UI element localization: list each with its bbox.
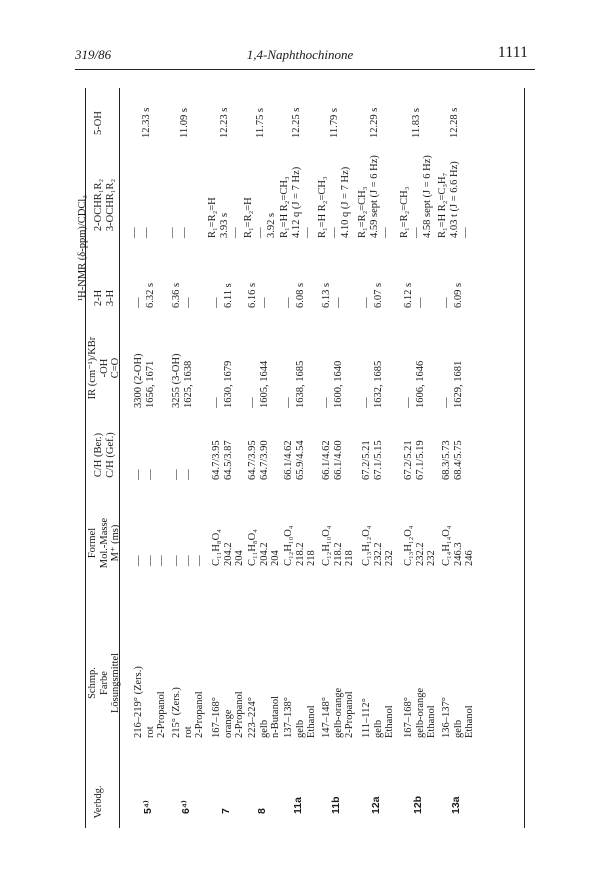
cell-schmp bbox=[211, 691, 246, 738]
cell-ir-line: 3300 (2-OH) bbox=[133, 353, 144, 408]
cell-nmr-h-line: 6.12 s bbox=[403, 282, 414, 308]
cell-schmp-line: 167–168° bbox=[403, 697, 414, 738]
cell-formel bbox=[171, 556, 206, 567]
cell-formel-line: — bbox=[133, 555, 144, 566]
cell-schmp-line: 2-Propanol bbox=[344, 691, 355, 738]
cell-5oh: 12.28 s bbox=[449, 107, 460, 138]
cell-nmr-or bbox=[243, 197, 278, 238]
cell-formel-line: C₁₁H₈O₄ bbox=[211, 529, 222, 566]
cell-nmr-h bbox=[171, 283, 194, 308]
cell-ch bbox=[133, 470, 156, 481]
cell-schmp-line: n-Butanol bbox=[270, 696, 281, 738]
cell-schmp-line: rot bbox=[182, 726, 194, 738]
cell-nmr-or-line: — bbox=[129, 227, 140, 238]
col-nmr-or: 2-OCHR₁R₂ 3-OCHR₁R₂ bbox=[93, 178, 116, 232]
cell-nmr-h-line: — bbox=[361, 297, 372, 308]
cell-ch bbox=[171, 470, 194, 481]
cell-nmr-or-line: — bbox=[460, 227, 471, 238]
cell-nmr-or bbox=[399, 155, 434, 238]
cell-ch bbox=[211, 440, 234, 480]
cell-ir bbox=[283, 361, 306, 408]
cell-schmp-line: gelb-orange bbox=[414, 687, 426, 738]
cell-formel-line: 204 bbox=[270, 550, 281, 566]
cell-ir bbox=[361, 361, 384, 408]
cell-ch-line: 67.1/5.19 bbox=[414, 440, 426, 480]
cell-formel-line: C₁₄H₁₄O₄ bbox=[441, 525, 452, 566]
cell-nmr-or bbox=[317, 167, 352, 238]
cell-formel-line: 218 bbox=[306, 550, 317, 566]
cell-schmp-line: gelb bbox=[294, 719, 306, 738]
cell-ch-line: 67.2/5.21 bbox=[403, 440, 414, 480]
cell-ch-line: — bbox=[133, 469, 144, 480]
cell-5oh: 11.75 s bbox=[255, 108, 266, 138]
cell-ch-line: 66.1/4.62 bbox=[321, 440, 332, 480]
cell-nmr-h-line: 6.13 s bbox=[321, 282, 332, 308]
cell-formel-line: C₁₁H₈O₄ bbox=[247, 529, 258, 566]
cell-nmr-or bbox=[167, 228, 190, 239]
cell-nmr-h-line: — bbox=[258, 297, 270, 308]
cell-schmp-line: 223–224° bbox=[247, 697, 258, 738]
cell-ch bbox=[283, 440, 306, 480]
cell-formel-line: 204.2 bbox=[258, 542, 270, 566]
cell-nmr-h-line: — bbox=[133, 297, 144, 308]
col-5oh: 5-OH bbox=[93, 111, 104, 135]
cell-nmr-or-line: R₁=R₂=H bbox=[243, 197, 254, 238]
cell-5oh: 11.83 s bbox=[411, 108, 422, 138]
cell-ir-line: — bbox=[283, 397, 294, 408]
cell-nmr-or-line: — bbox=[328, 227, 340, 238]
cell-5oh: 12.23 s bbox=[219, 107, 230, 138]
cell-formel-line: — bbox=[156, 555, 167, 566]
cell-schmp-line: 216–219° (Zers.) bbox=[133, 666, 144, 738]
cell-ir-line: 1638, 1685 bbox=[294, 360, 306, 408]
cell-formel-line: C₁₃H₁₂O₄ bbox=[361, 525, 372, 566]
cell-nmr-or-line: 3.93 s bbox=[218, 212, 230, 238]
cell-schmp bbox=[321, 688, 356, 738]
cell-nmr-h-line: 6.09 s bbox=[452, 282, 464, 308]
cell-schmp bbox=[171, 687, 206, 738]
cell-formel bbox=[247, 529, 282, 566]
cell-formel bbox=[361, 526, 396, 566]
cell-nmr-h-line: — bbox=[211, 297, 222, 308]
cell-formel bbox=[133, 556, 168, 567]
cell-formel-line: 218.2 bbox=[294, 542, 306, 566]
cell-nmr-or-line: — bbox=[380, 227, 391, 238]
cell-formel bbox=[441, 526, 476, 566]
cell-schmp-line: 2-Propanol bbox=[234, 691, 245, 738]
cell-schmp-line: 147–148° bbox=[321, 697, 332, 738]
cell-ch bbox=[361, 440, 384, 480]
cell-schmp bbox=[133, 666, 168, 738]
cell-nmr-h-line: 6.36 s bbox=[171, 282, 182, 308]
cell-ch-line: 64.7/3.95 bbox=[211, 440, 222, 480]
cell-nmr-h bbox=[403, 283, 426, 308]
cell-ch-line: — bbox=[171, 469, 182, 480]
compound-id: 12b bbox=[412, 795, 424, 814]
cell-nmr-h-line: 6.11 s bbox=[222, 283, 234, 308]
col-schmp: Schmp. Farbe Lösungsmittel bbox=[87, 652, 121, 714]
cell-ch-line: 67.1/5.15 bbox=[372, 440, 384, 480]
cell-formel bbox=[211, 529, 246, 566]
cell-nmr-or-line: R₁=R₂=CH₃ bbox=[357, 186, 368, 238]
cell-ir bbox=[171, 353, 194, 408]
cell-formel-line: — bbox=[144, 555, 156, 566]
cell-ir-line: 1629, 1681 bbox=[452, 360, 464, 408]
compound-id: 7 bbox=[220, 808, 232, 814]
cell-nmr-h bbox=[441, 283, 464, 308]
cell-nmr-or-line: 3.92 s bbox=[266, 212, 277, 238]
cell-nmr-or-line: R₁=R₂=CH₃ bbox=[399, 186, 410, 238]
col-formel: Formel Mol.-Masse M⁺ (ms) bbox=[87, 517, 121, 569]
cell-ch-line: — bbox=[144, 469, 156, 480]
cell-5oh: 12.25 s bbox=[291, 107, 302, 138]
cell-nmr-h bbox=[283, 283, 306, 308]
cell-nmr-h-line: — bbox=[332, 297, 344, 308]
cell-nmr-or-line: 4.59 sept (J = 6 Hz) bbox=[368, 155, 380, 238]
cell-formel-line: 232.2 bbox=[372, 542, 384, 566]
cell-ch-line: 68.3/5.73 bbox=[441, 440, 452, 480]
cell-formel-line: 232 bbox=[384, 550, 395, 566]
compound-id: 5⁴⁾ bbox=[142, 800, 154, 814]
cell-schmp-line: 111–112° bbox=[361, 698, 372, 738]
cell-ch-line: 64.7/3.95 bbox=[247, 440, 258, 480]
cell-formel-line: 218 bbox=[344, 550, 355, 566]
cell-ir bbox=[441, 361, 464, 408]
cell-schmp-line: 137–138° bbox=[283, 697, 294, 738]
cell-schmp-line: Ethanol bbox=[464, 705, 475, 738]
cell-ir-line: — bbox=[403, 397, 414, 408]
cell-nmr-or-line: — bbox=[140, 227, 152, 238]
cell-schmp-line: gelb bbox=[452, 719, 464, 738]
compound-id: 8 bbox=[256, 808, 268, 814]
cell-formel-line: 204 bbox=[234, 550, 245, 566]
cell-nmr-or-line: — bbox=[167, 227, 178, 238]
cell-formel-line: 204.2 bbox=[222, 542, 234, 566]
cell-formel-line: 232.2 bbox=[414, 542, 426, 566]
cell-nmr-h bbox=[247, 283, 270, 308]
cell-5oh: 12.29 s bbox=[369, 107, 380, 138]
cell-nmr-h bbox=[321, 283, 344, 308]
cell-nmr-or-line: — bbox=[178, 227, 190, 238]
cell-ir-line: — bbox=[361, 397, 372, 408]
cell-ir-line: 3255 (3-OH) bbox=[171, 353, 182, 408]
cell-formel-line: — bbox=[194, 555, 205, 566]
cell-ch bbox=[321, 440, 344, 480]
cell-schmp-line: gelb-orange bbox=[332, 687, 344, 738]
cell-nmr-or-line: 4.03 t (J = 6.6 Hz) bbox=[448, 161, 460, 238]
col-nmr-title: ¹H-NMR (δ-ppm)/CDCl₃ bbox=[77, 195, 88, 301]
cell-nmr-or-line: R₁=H R₂=CH₃ bbox=[279, 176, 290, 238]
cell-nmr-or-line: — bbox=[254, 227, 266, 238]
cell-ir-line: — bbox=[247, 397, 258, 408]
cell-nmr-h-line: — bbox=[283, 297, 294, 308]
header-rule bbox=[75, 69, 535, 70]
cell-5oh: 12.33 s bbox=[141, 107, 152, 138]
cell-formel-line: C₁₂H₁₀O₄ bbox=[283, 525, 294, 566]
col-ch: C/H (Ber.) C/H (Gef.) bbox=[93, 432, 116, 478]
data-table bbox=[77, 88, 525, 828]
cell-nmr-h bbox=[361, 283, 384, 308]
cell-ch-line: 64.5/3.87 bbox=[222, 440, 234, 480]
cell-schmp-line: Ethanol bbox=[384, 705, 395, 738]
cell-nmr-or bbox=[129, 228, 152, 239]
cell-schmp-line: 136–137° bbox=[441, 697, 452, 738]
cell-nmr-or bbox=[437, 161, 472, 238]
cell-ch-line: 67.2/5.21 bbox=[361, 440, 372, 480]
cell-ch-line: 68.4/5.75 bbox=[452, 440, 464, 480]
cell-nmr-or-line: 4.10 q (J = 7 Hz) bbox=[340, 166, 351, 238]
cell-nmr-or bbox=[207, 197, 242, 238]
cell-ch-line: — bbox=[182, 469, 194, 480]
running-header-left: 319/86 bbox=[75, 47, 112, 62]
cell-formel-line: C₁₃H₁₂O₄ bbox=[403, 525, 414, 566]
cell-ch-line: 66.1/4.62 bbox=[283, 440, 294, 480]
cell-nmr-or-line: — bbox=[230, 227, 241, 238]
cell-nmr-h-line: — bbox=[441, 297, 452, 308]
cell-ir bbox=[133, 353, 156, 408]
compound-id: 6⁴⁾ bbox=[180, 800, 192, 814]
compound-id: 12a bbox=[370, 796, 382, 814]
cell-formel-line: C₁₂H₁₀O₄ bbox=[321, 525, 332, 566]
cell-ir-line: 1605, 1644 bbox=[258, 360, 270, 408]
cell-nmr-h bbox=[133, 283, 156, 308]
cell-schmp-line: Ethanol bbox=[426, 705, 437, 738]
cell-nmr-or-line: 4.58 sept (J = 6 Hz) bbox=[422, 155, 433, 238]
cell-formel-line: 246 bbox=[464, 550, 475, 566]
cell-formel-line: — bbox=[171, 555, 182, 566]
cell-ir-line: 1632, 1685 bbox=[372, 360, 384, 408]
cell-nmr-h-line: 6.07 s bbox=[372, 282, 384, 308]
cell-formel-line: 246.3 bbox=[452, 542, 464, 566]
cell-nmr-or-line: 4.12 q (J = 7 Hz) bbox=[290, 166, 302, 238]
cell-ir-line: 1625, 1638 bbox=[182, 360, 194, 408]
cell-nmr-or-line: — bbox=[302, 227, 313, 238]
running-header-title: 1,4-Naphthochinone bbox=[246, 47, 354, 62]
cell-schmp-line: orange bbox=[222, 709, 234, 738]
cell-schmp-line: gelb bbox=[258, 719, 270, 738]
cell-ch bbox=[441, 440, 464, 480]
compound-id: 13a bbox=[450, 796, 462, 814]
cell-ir-line: — bbox=[441, 397, 452, 408]
cell-5oh: 11.09 s bbox=[179, 108, 190, 138]
cell-nmr-h-line: — bbox=[182, 297, 194, 308]
cell-formel bbox=[321, 526, 356, 566]
cell-nmr-h-line: 6.16 s bbox=[247, 282, 258, 308]
cell-5oh: 11.79 s bbox=[329, 108, 340, 138]
col-verbdg: Verbdg. bbox=[93, 785, 104, 819]
cell-ch bbox=[403, 440, 426, 480]
cell-nmr-or bbox=[357, 155, 392, 238]
cell-formel-line: 218.2 bbox=[332, 542, 344, 566]
page-number: 1111 bbox=[497, 44, 528, 61]
compound-id: 11b bbox=[330, 796, 342, 814]
col-nmr-h: 2-H 3-H bbox=[93, 289, 116, 307]
cell-ch-line: 65.9/4.54 bbox=[294, 440, 306, 480]
cell-ch-line: 64.7/3.90 bbox=[258, 440, 270, 480]
cell-ir-line: 1600, 1640 bbox=[332, 360, 344, 408]
cell-nmr-or-line: — bbox=[410, 227, 422, 238]
cell-nmr-or-line: R₁=H R₂=C₃H₇ bbox=[437, 172, 448, 238]
cell-ch bbox=[247, 440, 270, 480]
cell-schmp bbox=[441, 697, 476, 738]
col-ir: IR (cm⁻¹)/KBr -OH C=O bbox=[87, 336, 121, 400]
cell-ir bbox=[211, 361, 234, 408]
cell-formel bbox=[403, 526, 438, 566]
cell-schmp bbox=[361, 698, 396, 738]
cell-schmp-line: 2-Propanol bbox=[156, 691, 167, 738]
cell-formel-line: — bbox=[182, 555, 194, 566]
cell-schmp-line: rot bbox=[144, 726, 156, 738]
cell-ch-line: 66.1/4.60 bbox=[332, 440, 344, 480]
cell-ir-line: — bbox=[211, 397, 222, 408]
cell-ir-line: 1630, 1679 bbox=[222, 360, 234, 408]
cell-nmr-h-line: 6.08 s bbox=[294, 282, 306, 308]
cell-ir bbox=[403, 361, 426, 408]
cell-nmr-h-line: — bbox=[414, 297, 426, 308]
cell-nmr-h bbox=[211, 283, 234, 308]
cell-schmp-line: 167–168° bbox=[211, 697, 222, 738]
cell-nmr-or-line: R₁=R₂=H bbox=[207, 197, 218, 238]
cell-formel bbox=[283, 526, 318, 566]
cell-nmr-or bbox=[279, 167, 314, 238]
cell-schmp bbox=[247, 696, 282, 738]
cell-ir-line: 1656, 1671 bbox=[144, 360, 156, 408]
cell-nmr-or-line: R₁=H R₂=CH₃ bbox=[317, 176, 328, 238]
cell-schmp-line: 215° (Zers.) bbox=[171, 687, 182, 738]
cell-ir-line: 1606, 1646 bbox=[414, 360, 426, 408]
cell-ir bbox=[321, 361, 344, 408]
cell-formel-line: 232 bbox=[426, 550, 437, 566]
compound-id: 11a bbox=[292, 797, 304, 814]
cell-schmp-line: Ethanol bbox=[306, 705, 317, 738]
cell-schmp-line: 2-Propanol bbox=[194, 691, 205, 738]
cell-schmp bbox=[403, 688, 438, 738]
cell-nmr-h-line: 6.32 s bbox=[144, 282, 156, 308]
cell-ir bbox=[247, 361, 270, 408]
cell-schmp bbox=[283, 697, 318, 738]
cell-ir-line: — bbox=[321, 397, 332, 408]
cell-schmp-line: gelb bbox=[372, 719, 384, 738]
